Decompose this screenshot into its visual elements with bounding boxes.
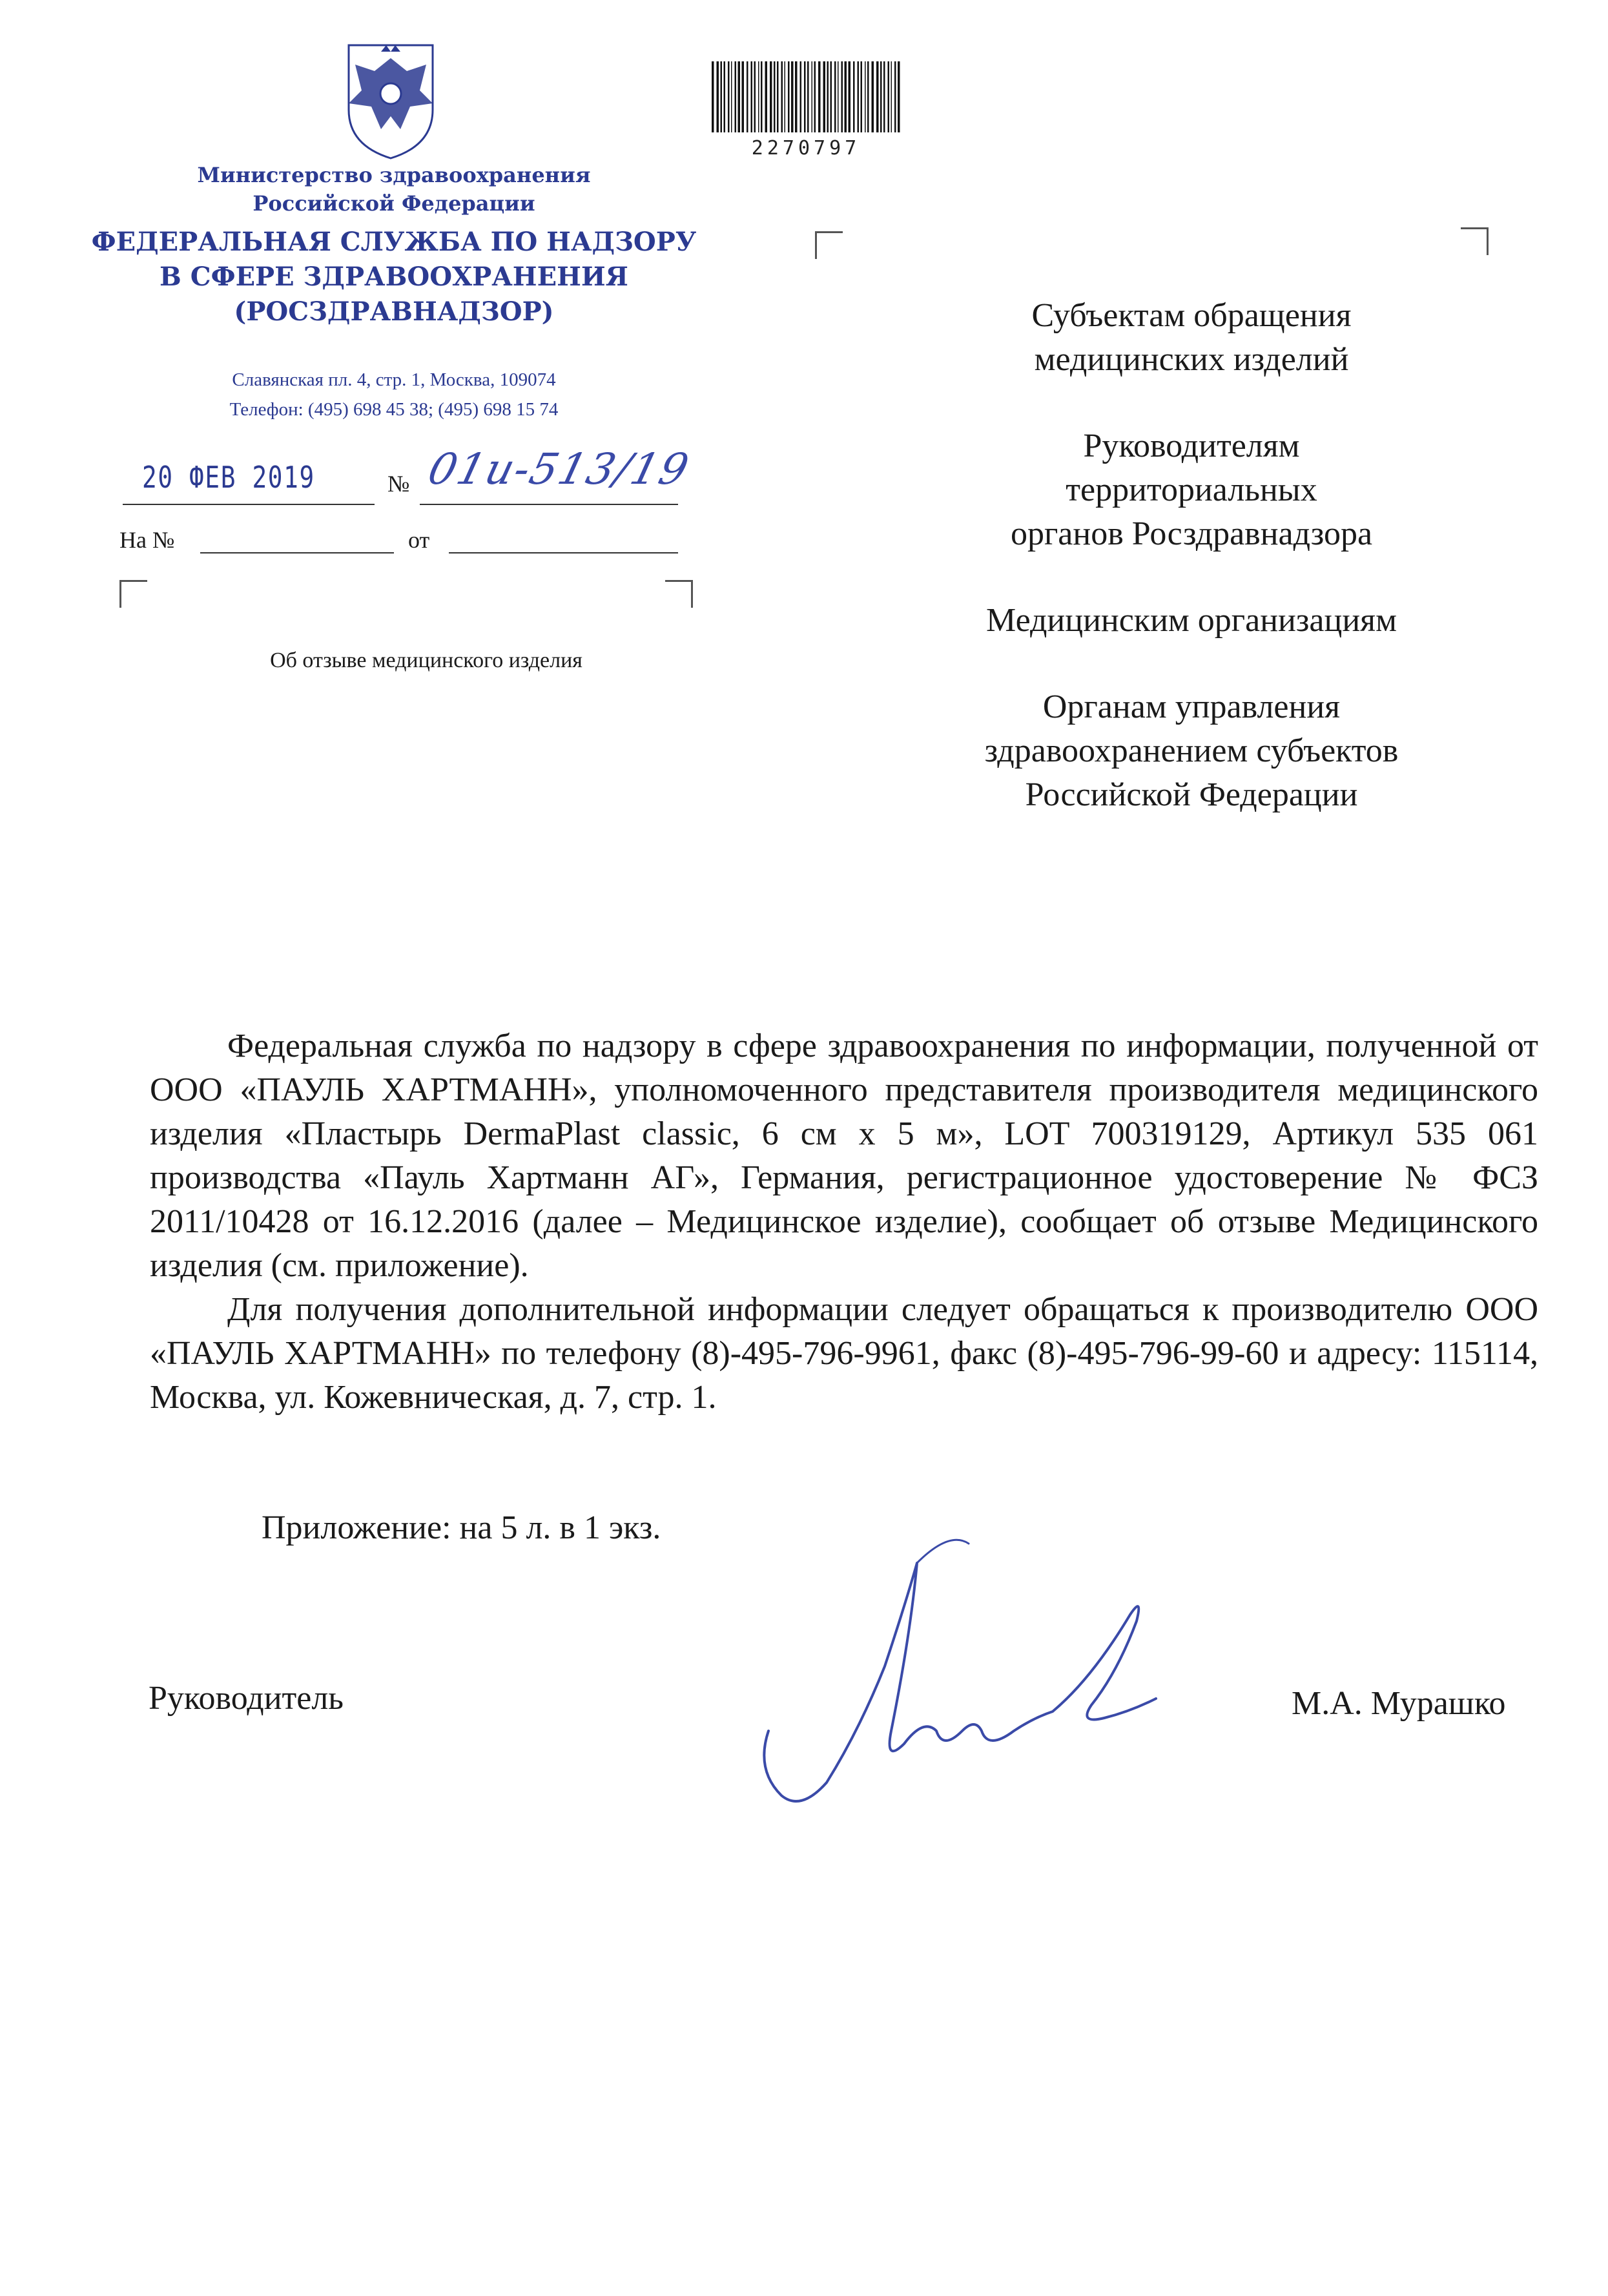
handwritten-signature-icon	[756, 1537, 1208, 1821]
signatory-name: М.А. Мурашко	[1292, 1685, 1506, 1722]
addressee-list	[917, 294, 1466, 860]
letterhead-phone: Телефон: (495) 698 45 38; (495) 698 15 74	[229, 399, 559, 420]
from-underline	[449, 552, 678, 553]
letterhead-address: Славянская пл. 4, стр. 1, Москва, 109074	[232, 369, 556, 390]
attachment-note: Приложение: на 5 л. в 1 экз.	[262, 1509, 661, 1546]
registration-number: 01и-513/19	[423, 444, 695, 494]
addressee-block: Руководителям территориальных органов Росздравнадзора	[1010, 428, 1373, 552]
ministry-line-1: Министерство здравоохранения	[197, 163, 591, 187]
subject-corner-left	[119, 580, 147, 608]
address-corner-right	[1461, 227, 1489, 255]
addressee-block: Органам управления здравоохранением субъектов Российской Федерации	[984, 688, 1399, 813]
number-underline	[420, 504, 678, 505]
body-paragraph-1: Федеральная служба по надзору в сфере здравоохранения по информации, полученной от ООО «ПАУЛЬ ХАРТМАНН», уполномоченного представителя производителя медицинского изделия «Пластырь DermaPlast classic, 6 см x 5 м», LOT 700319129, Артикул 535 061 производства «Пауль Хартманн АГ», Германия, регистрационное удостоверение № ФСЗ 2011/10428 от 16.12.2016 (далее – Медицинское изделие), сообщает об отзыве Медицинского изделия (см. приложение).	[150, 1028, 1538, 1284]
body-paragraph-2: Для получения дополнительной информации следует обращаться к производителю ООО «ПАУЛЬ ХАРТМАНН» по телефону (8)-495-796-9961, факс (8)-495-796-99-60 и адресу: 115114, Москва, ул. Кожевническая, д. 7, стр. 1.	[150, 1291, 1538, 1416]
addressee-block: Субъектам обращения медицинских изделий	[1031, 297, 1352, 378]
address-corner-left	[815, 231, 843, 259]
signatory-role: Руководитель	[149, 1680, 344, 1717]
service-line-1: ФЕДЕРАЛЬНАЯ СЛУЖБА ПО НАДЗОРУ	[91, 227, 697, 257]
reply-to-label: На №	[119, 527, 175, 553]
service-line-2: В СФЕРЕ ЗДРАВООХРАНЕНИЯ	[160, 262, 628, 292]
letter-body	[150, 1024, 1538, 1420]
barcode-icon	[709, 61, 903, 139]
number-label: №	[387, 471, 410, 497]
barcode-number: 2270797	[751, 137, 861, 160]
addressee-block: Медицинским организациям	[986, 602, 1397, 639]
date-underline	[123, 504, 375, 505]
letter-subject: Об отзыве медицинского изделия	[270, 648, 582, 672]
reply-to-underline	[200, 552, 394, 553]
from-label: от	[408, 527, 430, 553]
ministry-line-2: Российской Федерации	[253, 191, 535, 216]
subject-corner-right	[665, 580, 693, 608]
service-line-3: (РОСЗДРАВНАДЗОР)	[234, 296, 554, 327]
russian-coat-of-arms-icon	[336, 32, 446, 161]
registration-date: 20 ФЕВ 2019	[142, 460, 315, 495]
